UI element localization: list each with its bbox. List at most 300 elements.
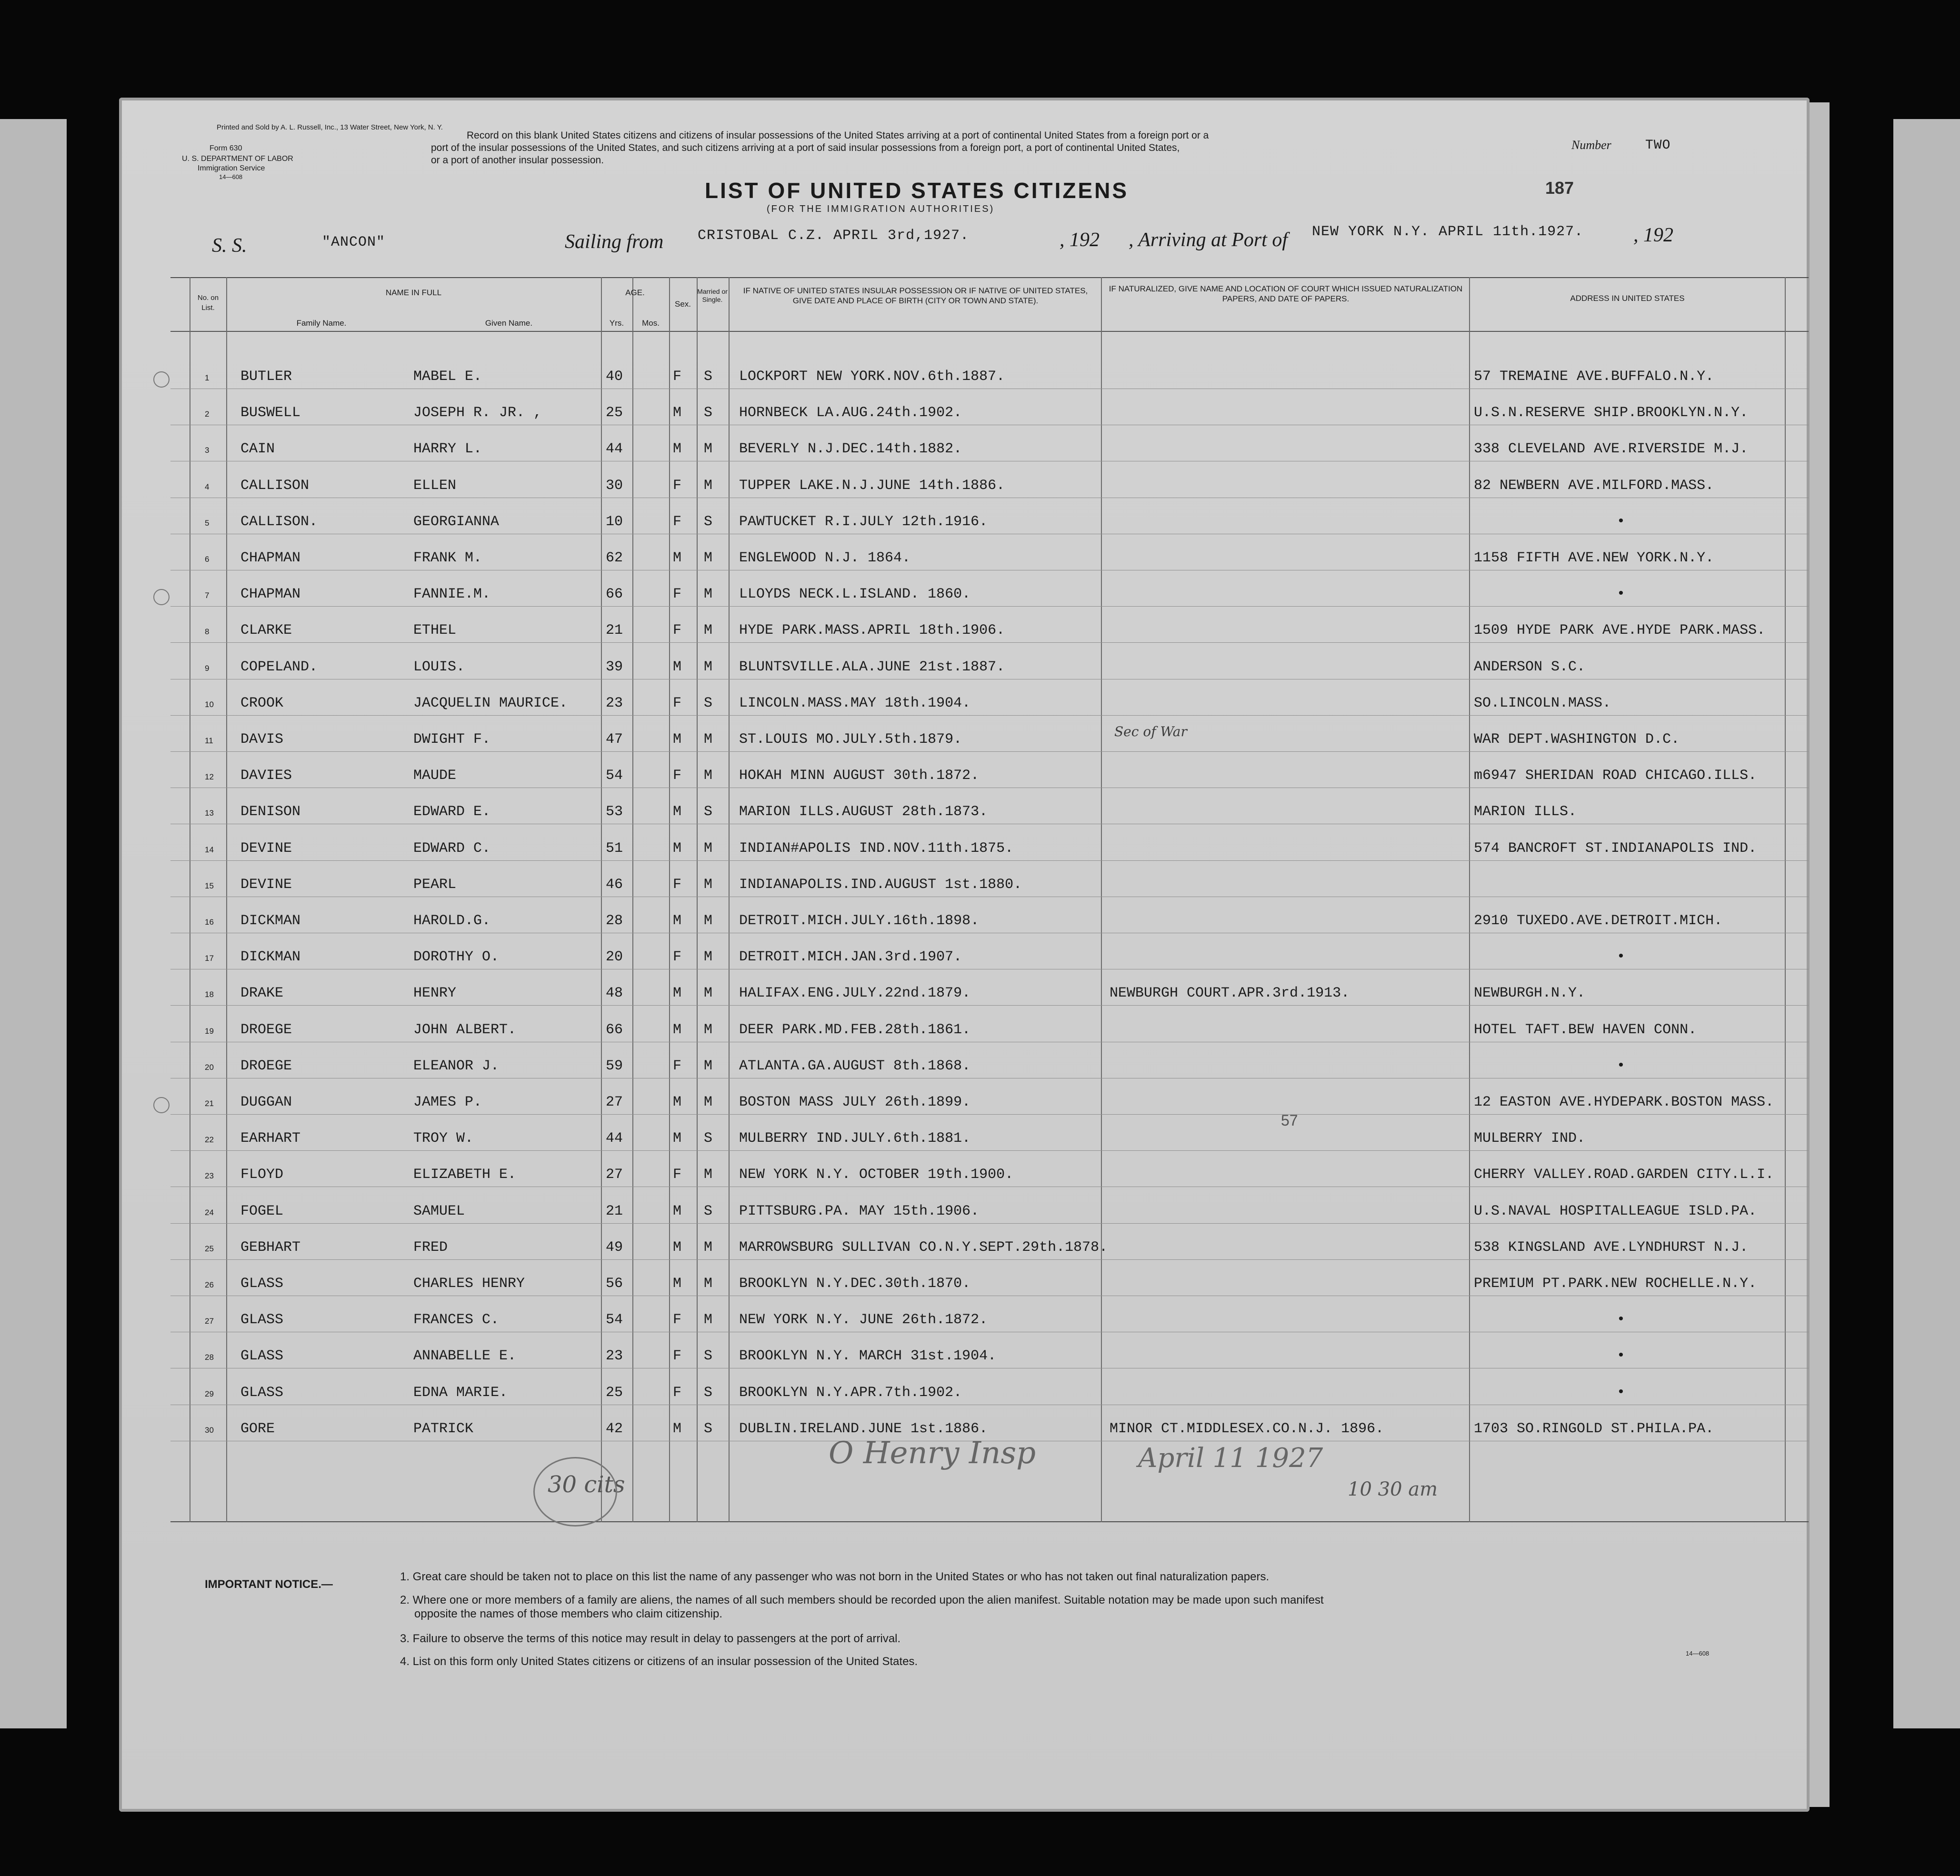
manifest-page	[119, 98, 1810, 1812]
cell-age: 30	[606, 478, 623, 494]
instruction-line-1: Record on this blank United States citizens and citizens of insular possessions of the United States arriving at a port of continental United States from a foreign port or a	[467, 130, 1209, 141]
cell-age: 47	[606, 731, 623, 748]
cell-ms: M	[704, 877, 713, 893]
row-number: 10	[205, 700, 214, 709]
cell-address: 538 KINGSLAND AVE.LYNDHURST N.J.	[1474, 1239, 1749, 1256]
cell-given: PEARL	[413, 877, 457, 893]
row-number: 19	[205, 1027, 214, 1036]
col-divider	[601, 277, 602, 1522]
cell-ms: S	[704, 514, 713, 530]
cell-age: 27	[606, 1094, 623, 1110]
cell-given: ELLEN	[413, 478, 457, 494]
cell-given: JACQUELIN MAURICE.	[413, 695, 568, 711]
cell-given: HARRY L.	[413, 441, 482, 457]
cell-sex: F	[673, 1312, 682, 1328]
number-value: TWO	[1645, 138, 1671, 153]
cell-address: HOTEL TAFT.BEW HAVEN CONN.	[1474, 1022, 1697, 1038]
cell-birth: DETROIT.MICH.JULY.16th.1898.	[739, 913, 980, 929]
cell-family: DEVINE	[240, 877, 292, 893]
cell-sex: M	[673, 441, 682, 457]
cell-age: 28	[606, 913, 623, 929]
cell-age: 39	[606, 659, 623, 675]
cell-age: 56	[606, 1276, 623, 1292]
cell-birth: ENGLEWOOD N.J. 1864.	[739, 550, 911, 566]
cell-birth: INDIAN#APOLIS IND.NOV.11th.1875.	[739, 840, 1014, 857]
cell-ms: M	[704, 768, 713, 784]
notice-item-2-cont: opposite the names of those members who claim citizenship.	[414, 1607, 722, 1620]
row-number: 22	[205, 1135, 214, 1144]
cell-family: GLASS	[240, 1312, 284, 1328]
cell-family: GEBHART	[240, 1239, 301, 1256]
row-rule	[170, 1005, 1809, 1006]
form-number: Form 630	[210, 144, 242, 152]
cell-birth: HYDE PARK.MASS.APRIL 18th.1906.	[739, 622, 1005, 639]
cell-age: 10	[606, 514, 623, 530]
cell-family: BUSWELL	[240, 405, 301, 421]
row-number: 13	[205, 808, 214, 818]
row-rule	[170, 715, 1809, 716]
sec-of-war-note: Sec of War	[1114, 724, 1187, 739]
arriving-label: , Arriving at Port of	[1129, 229, 1288, 251]
row-rule	[170, 860, 1809, 861]
cell-sex: M	[673, 840, 682, 857]
row-rule	[170, 1114, 1809, 1115]
punch-hole-mark	[153, 371, 170, 388]
col-divider	[1785, 277, 1786, 1522]
cell-sex: F	[673, 622, 682, 639]
cell-given: ELIZABETH E.	[413, 1167, 517, 1183]
cell-birth: MARROWSBURG SULLIVAN CO.N.Y.SEPT.29th.1878.	[739, 1239, 1108, 1256]
cell-sex: M	[673, 1022, 682, 1038]
cell-birth: DUBLIN.IRELAND.JUNE 1st.1886.	[739, 1421, 988, 1437]
cell-address: •	[1617, 949, 1626, 965]
cell-birth: NEW YORK N.Y. JUNE 26th.1872.	[739, 1312, 988, 1328]
cell-family: DAVIES	[240, 768, 292, 784]
cell-address: MARION ILLS.	[1474, 804, 1577, 820]
row-number: 15	[205, 881, 214, 890]
cell-birth: BEVERLY N.J.DEC.14th.1882.	[739, 441, 962, 457]
row-number: 2	[205, 409, 210, 419]
cell-birth: BLUNTSVILLE.ALA.JUNE 21st.1887.	[739, 659, 1005, 675]
row-number: 14	[205, 845, 214, 854]
inspector-signature: O Henry Insp	[829, 1436, 1036, 1471]
cell-address: 338 CLEVELAND AVE.RIVERSIDE M.J.	[1474, 441, 1749, 457]
cell-family: GLASS	[240, 1348, 284, 1364]
cell-given: MAUDE	[413, 768, 457, 784]
cell-age: 54	[606, 1312, 623, 1328]
row-number: 4	[205, 482, 210, 491]
cell-birth: HORNBECK LA.AUG.24th.1902.	[739, 405, 962, 421]
col-birth-header: IF NATIVE OF UNITED STATES INSULAR POSSESSION OR IF NATIVE OF UNITED STATES, GIVE DATE AND PLACE OF BIRTH (CITY OR TOWN AND STATE).	[743, 286, 1088, 305]
row-rule	[170, 606, 1809, 607]
cell-ms: M	[704, 1167, 713, 1183]
table-header-rule	[170, 331, 1809, 332]
cell-sex: F	[673, 369, 682, 385]
cell-ms: M	[704, 1022, 713, 1038]
cell-age: 46	[606, 877, 623, 893]
cell-age: 42	[606, 1421, 623, 1437]
cell-address: 1703 SO.RINGOLD ST.PHILA.PA.	[1474, 1421, 1714, 1437]
cell-sex: M	[673, 913, 682, 929]
row-number: 27	[205, 1317, 214, 1326]
cell-sex: F	[673, 478, 682, 494]
form-title: LIST OF UNITED STATES CITIZENS	[705, 178, 1129, 203]
notice-item-1: 1. Great care should be taken not to place on this list the name of any passenger who was not born in the United States or who has not taken out final naturalization papers.	[400, 1570, 1270, 1583]
cell-given: PATRICK	[413, 1421, 474, 1437]
year-suffix-1: , 192	[1060, 229, 1100, 251]
cell-ms: M	[704, 441, 713, 457]
cell-address: U.S.N.RESERVE SHIP.BROOKLYN.N.Y.	[1474, 405, 1749, 421]
row-number: 7	[205, 591, 210, 600]
cell-sex: F	[673, 1058, 682, 1074]
cell-sex: M	[673, 1421, 682, 1437]
table-bottom-rule	[170, 1521, 1809, 1522]
cell-ms: M	[704, 731, 713, 748]
cell-family: DROEGE	[240, 1058, 292, 1074]
cell-ms: M	[704, 1276, 713, 1292]
cell-ms: S	[704, 1130, 713, 1147]
cell-ms: M	[704, 985, 713, 1001]
cell-address: CHERRY VALLEY.ROAD.GARDEN CITY.L.I.	[1474, 1167, 1774, 1183]
cell-sex: F	[673, 1167, 682, 1183]
cell-ms: S	[704, 405, 713, 421]
cell-family: CROOK	[240, 695, 284, 711]
cell-sex: F	[673, 1348, 682, 1364]
cell-address: 82 NEWBERN AVE.MILFORD.MASS.	[1474, 478, 1714, 494]
cell-given: ELEANOR J.	[413, 1058, 500, 1074]
row-rule	[170, 1259, 1809, 1260]
cell-given: JOHN ALBERT.	[413, 1022, 517, 1038]
cell-ms: M	[704, 949, 713, 965]
cell-sex: M	[673, 1094, 682, 1110]
notice-item-3: 3. Failure to observe the terms of this notice may result in delay to passengers at the port of arrival.	[400, 1632, 901, 1645]
cell-ms: M	[704, 1312, 713, 1328]
cell-birth: BROOKLYN N.Y. MARCH 31st.1904.	[739, 1348, 997, 1364]
cell-ms: M	[704, 1058, 713, 1074]
cell-family: DICKMAN	[240, 949, 301, 965]
cell-ms: M	[704, 622, 713, 639]
cell-ms: M	[704, 840, 713, 857]
row-rule	[170, 642, 1809, 643]
service: Immigration Service	[198, 164, 265, 172]
cell-age: 25	[606, 1385, 623, 1401]
row-number: 24	[205, 1208, 214, 1217]
form-code: 14—608	[219, 173, 243, 180]
cell-given: FRED	[413, 1239, 448, 1256]
cell-birth: DEER PARK.MD.FEB.28th.1861.	[739, 1022, 971, 1038]
cell-ms: M	[704, 1094, 713, 1110]
number-label: Number	[1571, 138, 1611, 152]
cell-birth: TUPPER LAKE.N.J.JUNE 14th.1886.	[739, 478, 1005, 494]
col-given-header: Given Name.	[485, 319, 533, 328]
notice-heading: IMPORTANT NOTICE.—	[205, 1578, 333, 1591]
cell-age: 20	[606, 949, 623, 965]
cell-given: SAMUEL	[413, 1203, 465, 1219]
punch-hole-mark	[153, 1097, 170, 1113]
inspection-time: 10 30 am	[1348, 1478, 1438, 1500]
cell-ms: S	[704, 369, 713, 385]
col-sex-header: Sex.	[674, 299, 691, 309]
cell-family: CLARKE	[240, 622, 292, 639]
cell-address: 57 TREMAINE AVE.BUFFALO.N.Y.	[1474, 369, 1714, 385]
cell-address: m6947 SHERIDAN ROAD CHICAGO.ILLS.	[1474, 768, 1757, 784]
cell-family: DICKMAN	[240, 913, 301, 929]
col-address-header: ADDRESS IN UNITED STATES	[1570, 294, 1685, 303]
cell-address: 1158 FIFTH AVE.NEW YORK.N.Y.	[1474, 550, 1714, 566]
row-number: 3	[205, 446, 210, 455]
cell-family: DAVIS	[240, 731, 284, 748]
col-divider	[1469, 277, 1470, 1522]
cell-address: MULBERRY IND.	[1474, 1130, 1586, 1147]
cell-age: 40	[606, 369, 623, 385]
cell-sex: M	[673, 1130, 682, 1147]
cell-ms: S	[704, 695, 713, 711]
cell-address: WAR DEPT.WASHINGTON D.C.	[1474, 731, 1680, 748]
cell-given: ETHEL	[413, 622, 457, 639]
cell-ms: S	[704, 1348, 713, 1364]
cell-sex: M	[673, 731, 682, 748]
cell-given: TROY W.	[413, 1130, 474, 1147]
cell-birth: ATLANTA.GA.AUGUST 8th.1868.	[739, 1058, 971, 1074]
cell-address: •	[1617, 1312, 1626, 1328]
cell-address: •	[1617, 514, 1626, 530]
cell-ms: M	[704, 913, 713, 929]
instruction-line-2: port of the insular possessions of the United States, and such citizens arriving at a port of said insular possessions from a foreign port, a port of continental United States,	[431, 142, 1180, 153]
passenger-count: 30 cits	[548, 1471, 625, 1498]
arriving-value: NEW YORK N.Y. APRIL 11th.1927.	[1312, 224, 1584, 240]
cell-family: EARHART	[240, 1130, 301, 1147]
cell-family: FOGEL	[240, 1203, 284, 1219]
footer-form-code: 14—608	[1686, 1650, 1710, 1657]
sailing-label: Sailing from	[565, 231, 664, 253]
row-number: 5	[205, 519, 210, 528]
cell-birth: MULBERRY IND.JULY.6th.1881.	[739, 1130, 971, 1147]
cell-ms: M	[704, 659, 713, 675]
col-mos-header: Mos.	[642, 319, 660, 328]
cell-age: 66	[606, 586, 623, 602]
cell-family: DROEGE	[240, 1022, 292, 1038]
inspection-date: April 11 1927	[1138, 1443, 1323, 1474]
cell-address: •	[1617, 1058, 1626, 1074]
cell-age: 66	[606, 1022, 623, 1038]
cell-address: U.S.NAVAL HOSPITALLEAGUE ISLD.PA.	[1474, 1203, 1757, 1219]
cell-given: HENRY	[413, 985, 457, 1001]
cell-sex: M	[673, 1276, 682, 1292]
cell-given: ANNABELLE E.	[413, 1348, 517, 1364]
cell-age: 44	[606, 1130, 623, 1147]
row-number: 30	[205, 1426, 214, 1435]
cell-address: 574 BANCROFT ST.INDIANAPOLIS IND.	[1474, 840, 1757, 857]
cell-address: SO.LINCOLN.MASS.	[1474, 695, 1611, 711]
cell-sex: F	[673, 768, 682, 784]
cell-given: DOROTHY O.	[413, 949, 500, 965]
row-number: 12	[205, 772, 214, 781]
cell-age: 59	[606, 1058, 623, 1074]
cell-family: CAIN	[240, 441, 275, 457]
row-rule	[170, 1223, 1809, 1224]
cell-age: 53	[606, 804, 623, 820]
col-divider	[729, 277, 730, 1522]
col-divider	[669, 277, 670, 1522]
cell-family: DEVINE	[240, 840, 292, 857]
cell-family: BUTLER	[240, 369, 292, 385]
cell-ms: M	[704, 478, 713, 494]
cell-given: EDWARD C.	[413, 840, 491, 857]
cell-given: MABEL E.	[413, 369, 482, 385]
cell-age: 54	[606, 768, 623, 784]
cell-sex: M	[673, 985, 682, 1001]
cell-age: 51	[606, 840, 623, 857]
cell-sex: M	[673, 550, 682, 566]
col-divider	[632, 277, 633, 1522]
cell-age: 62	[606, 550, 623, 566]
count-circle	[533, 1457, 617, 1527]
cell-ms: M	[704, 550, 713, 566]
cell-family: CALLISON	[240, 478, 310, 494]
cell-sex: M	[673, 1239, 682, 1256]
cell-birth: HALIFAX.ENG.JULY.22nd.1879.	[739, 985, 971, 1001]
cell-address: •	[1617, 586, 1626, 602]
instruction-line-3: or a port of another insular possession.	[431, 155, 604, 166]
row-number: 28	[205, 1353, 214, 1362]
cell-age: 25	[606, 405, 623, 421]
cell-sex: F	[673, 877, 682, 893]
cell-birth: DETROIT.MICH.JAN.3rd.1907.	[739, 949, 962, 965]
cell-sex: M	[673, 804, 682, 820]
cell-family: FLOYD	[240, 1167, 284, 1183]
cell-family: GORE	[240, 1421, 275, 1437]
cell-age: 23	[606, 695, 623, 711]
row-number: 9	[205, 664, 210, 673]
cell-address: 2910 TUXEDO.AVE.DETROIT.MICH.	[1474, 913, 1723, 929]
form-subtitle: (FOR THE IMMIGRATION AUTHORITIES)	[767, 204, 995, 214]
table-top-rule	[170, 277, 1809, 278]
col-yrs-header: Yrs.	[609, 319, 624, 328]
cell-given: LOUIS.	[413, 659, 465, 675]
ss-label: S. S.	[212, 235, 247, 257]
adjacent-page-right	[1893, 119, 1960, 1728]
row-number: 8	[205, 627, 210, 636]
cell-given: JAMES P.	[413, 1094, 482, 1110]
ship-name: "ANCON"	[322, 234, 386, 250]
row-number: 26	[205, 1280, 214, 1289]
cell-sex: F	[673, 1385, 682, 1401]
cell-family: GLASS	[240, 1276, 284, 1292]
cell-sex: F	[673, 949, 682, 965]
cell-birth: BOSTON MASS JULY 26th.1899.	[739, 1094, 971, 1110]
cell-nat: NEWBURGH COURT.APR.3rd.1913.	[1110, 985, 1350, 1001]
cell-age: 21	[606, 1203, 623, 1219]
cell-birth: INDIANAPOLIS.IND.AUGUST 1st.1880.	[739, 877, 1022, 893]
cell-family: COPELAND.	[240, 659, 318, 675]
cell-ms: M	[704, 1239, 713, 1256]
cell-nat: MINOR CT.MIDDLESEX.CO.N.J. 1896.	[1110, 1421, 1384, 1437]
cell-birth: LINCOLN.MASS.MAY 18th.1904.	[739, 695, 971, 711]
cell-birth: PITTSBURG.PA. MAY 15th.1906.	[739, 1203, 980, 1219]
cell-birth: ST.LOUIS MO.JULY.5th.1879.	[739, 731, 962, 748]
col-age-group-header: AGE.	[625, 288, 645, 297]
sailing-value: CRISTOBAL C.Z. APRIL 3rd,1927.	[698, 228, 970, 244]
cell-family: CHAPMAN	[240, 586, 301, 602]
cell-sex: M	[673, 405, 682, 421]
row-number: 25	[205, 1244, 214, 1253]
cell-age: 27	[606, 1167, 623, 1183]
row-number: 18	[205, 990, 214, 999]
cell-address: •	[1617, 1348, 1626, 1364]
row-number: 11	[205, 736, 213, 745]
cell-given: CHARLES HENRY	[413, 1276, 525, 1292]
cell-address: •	[1617, 1385, 1626, 1401]
printer-line: Printed and Sold by A. L. Russell, Inc., 13 Water Street, New York, N. Y.	[217, 123, 443, 131]
cell-given: JOSEPH R. JR. ,	[413, 405, 542, 421]
cell-address: 1509 HYDE PARK AVE.HYDE PARK.MASS.	[1474, 622, 1766, 639]
row-number: 23	[205, 1171, 214, 1180]
cell-given: EDNA MARIE.	[413, 1385, 508, 1401]
year-suffix-2: , 192	[1633, 224, 1673, 246]
cell-age: 21	[606, 622, 623, 639]
col-naturalization-header: IF NATURALIZED, GIVE NAME AND LOCATION OF COURT WHICH ISSUED NATURALIZATION PAPERS, AND DATE OF PAPERS.	[1109, 284, 1463, 303]
col-name-group-header: NAME IN FULL	[385, 288, 442, 297]
stamp-57: 57	[1281, 1112, 1298, 1129]
adjacent-page-left	[0, 119, 67, 1728]
cell-ms: S	[704, 1385, 713, 1401]
cell-ms: M	[704, 586, 713, 602]
cell-sex: M	[673, 659, 682, 675]
cell-birth: PAWTUCKET R.I.JULY 12th.1916.	[739, 514, 988, 530]
col-family-header: Family Name.	[296, 319, 347, 328]
col-married-header: Married or Single.	[697, 288, 728, 303]
cell-family: GLASS	[240, 1385, 284, 1401]
cell-given: HAROLD.G.	[413, 913, 491, 929]
notice-item-2: 2. Where one or more members of a family are aliens, the names of all such members should be recorded upon the alien manifest. Suitable notation may be made upon such manifest	[400, 1594, 1324, 1607]
row-number: 29	[205, 1389, 214, 1398]
cell-family: CHAPMAN	[240, 550, 301, 566]
cell-given: DWIGHT F.	[413, 731, 491, 748]
cell-birth: LLOYDS NECK.L.ISLAND. 1860.	[739, 586, 971, 602]
cell-birth: HOKAH MINN AUGUST 30th.1872.	[739, 768, 980, 784]
cell-given: FRANCES C.	[413, 1312, 500, 1328]
cell-birth: BROOKLYN N.Y.DEC.30th.1870.	[739, 1276, 971, 1292]
col-divider	[697, 277, 698, 1522]
cell-birth: BROOKLYN N.Y.APR.7th.1902.	[739, 1385, 962, 1401]
row-number: 20	[205, 1063, 214, 1072]
cell-given: GEORGIANNA	[413, 514, 500, 530]
page-number: 187	[1545, 178, 1574, 198]
row-number: 6	[205, 555, 210, 564]
cell-family: DUGGAN	[240, 1094, 292, 1110]
cell-sex: F	[673, 586, 682, 602]
punch-hole-mark	[153, 589, 170, 605]
cell-given: FANNIE.M.	[413, 586, 491, 602]
cell-ms: S	[704, 804, 713, 820]
cell-ms: S	[704, 1421, 713, 1437]
cell-age: 49	[606, 1239, 623, 1256]
department: U. S. DEPARTMENT OF LABOR	[182, 155, 293, 163]
notice-item-4: 4. List on this form only United States citizens or citizens of an insular possession of the United States.	[400, 1655, 918, 1668]
row-number: 17	[205, 954, 214, 963]
cell-family: DENISON	[240, 804, 301, 820]
cell-given: EDWARD E.	[413, 804, 491, 820]
cell-birth: LOCKPORT NEW YORK.NOV.6th.1887.	[739, 369, 1005, 385]
cell-sex: F	[673, 695, 682, 711]
cell-family: DRAKE	[240, 985, 284, 1001]
cell-family: CALLISON.	[240, 514, 318, 530]
col-no-header: No. on List.	[197, 294, 219, 312]
row-number: 16	[205, 918, 214, 927]
row-number: 1	[205, 373, 210, 382]
cell-address: PREMIUM PT.PARK.NEW ROCHELLE.N.Y.	[1474, 1276, 1757, 1292]
row-number: 21	[205, 1099, 214, 1108]
